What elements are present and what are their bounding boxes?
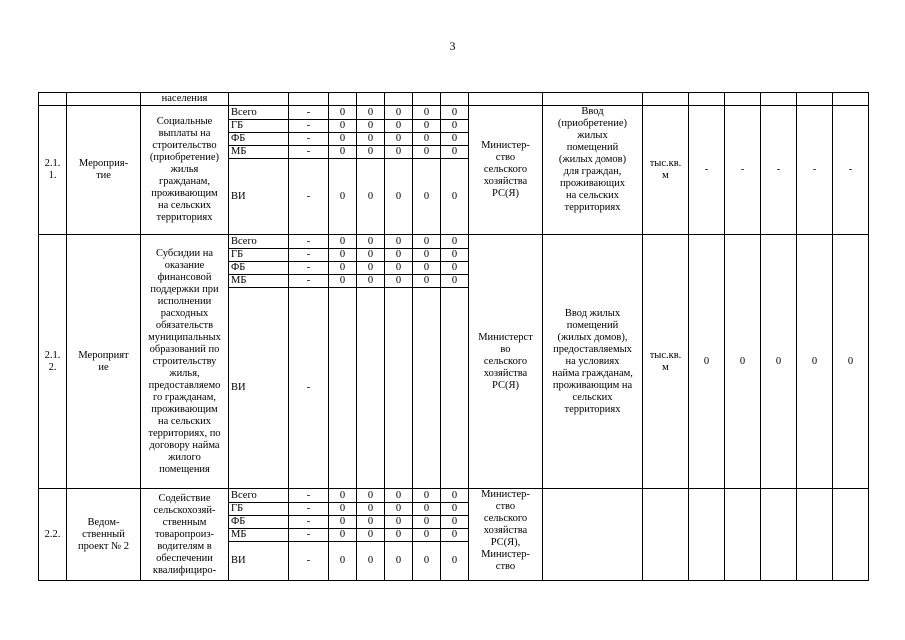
indicator-target-value: - — [761, 106, 797, 235]
indicator-name — [543, 489, 643, 581]
funding-year-value — [413, 288, 441, 489]
funding-year-value: 0 — [441, 489, 469, 503]
funding-year-value: 0 — [385, 159, 413, 235]
funding-source: Всего — [229, 106, 289, 120]
indicator-target-value: - — [689, 106, 725, 235]
indicator-name: Ввод жилых помещений (жилых домов), предоставляемых на условиях найма гражданам, проживающим на сельских территориях — [543, 235, 643, 489]
funding-year-value: 0 — [441, 262, 469, 275]
funding-year-value: 0 — [413, 235, 441, 249]
funding-year-value: 0 — [441, 106, 469, 120]
continuation-row — [39, 93, 869, 106]
executor: Министер- ство сельского хозяйства РС(Я), Министер- ство — [469, 489, 543, 581]
funding-year-value: 0 — [441, 542, 469, 581]
funding-year-value: 0 — [413, 133, 441, 146]
funding-source: МБ — [229, 529, 289, 542]
funding-year-value: 0 — [441, 159, 469, 235]
table-row — [39, 106, 869, 120]
funding-total: - — [289, 288, 329, 489]
funding-year-value: 0 — [385, 516, 413, 529]
funding-year-value: 0 — [413, 275, 441, 288]
funding-year-value: 0 — [329, 133, 357, 146]
funding-year-value: 0 — [413, 542, 441, 581]
funding-year-value: 0 — [329, 106, 357, 120]
item-type: Ведом- ственный проект № 2 — [67, 489, 141, 581]
funding-total: - — [289, 529, 329, 542]
funding-total: - — [289, 120, 329, 133]
funding-year-value: 0 — [413, 159, 441, 235]
funding-year-value: 0 — [385, 235, 413, 249]
funding-year-value: 0 — [329, 489, 357, 503]
funding-source: ФБ — [229, 133, 289, 146]
funding-year-value: 0 — [441, 235, 469, 249]
funding-year-value: 0 — [329, 516, 357, 529]
funding-year-value: 0 — [329, 120, 357, 133]
funding-total: - — [289, 235, 329, 249]
funding-year-value: 0 — [441, 503, 469, 516]
indicator-target-value: - — [833, 106, 869, 235]
executor: Министерст во сельского хозяйства РС(Я) — [469, 235, 543, 489]
funding-year-value: 0 — [357, 133, 385, 146]
funding-total: - — [289, 516, 329, 529]
funding-year-value: 0 — [441, 275, 469, 288]
funding-source: ГБ — [229, 249, 289, 262]
funding-year-value: 0 — [413, 146, 441, 159]
funding-total: - — [289, 542, 329, 581]
funding-year-value: 0 — [385, 133, 413, 146]
funding-year-value — [329, 288, 357, 489]
indicator-target-value: 0 — [725, 235, 761, 489]
funding-year-value: 0 — [441, 249, 469, 262]
funding-year-value: 0 — [441, 529, 469, 542]
funding-year-value: 0 — [357, 503, 385, 516]
funding-year-value: 0 — [329, 235, 357, 249]
funding-year-value: 0 — [357, 529, 385, 542]
funding-year-value: 0 — [357, 146, 385, 159]
funding-total: - — [289, 489, 329, 503]
indicator-unit: тыс.кв. м — [643, 235, 689, 489]
indicator-target-value: - — [725, 106, 761, 235]
page-number: 3 — [449, 39, 456, 53]
funding-year-value: 0 — [385, 542, 413, 581]
funding-year-value: 0 — [357, 542, 385, 581]
funding-year-value: 0 — [329, 262, 357, 275]
funding-year-value: 0 — [441, 516, 469, 529]
funding-year-value: 0 — [357, 275, 385, 288]
funding-year-value: 0 — [385, 529, 413, 542]
indicator-target-value: - — [797, 106, 833, 235]
funding-source: ФБ — [229, 516, 289, 529]
funding-year-value: 0 — [413, 503, 441, 516]
funding-year-value: 0 — [357, 235, 385, 249]
table-row — [39, 235, 869, 249]
funding-source: ВИ — [229, 159, 289, 235]
funding-year-value: 0 — [413, 529, 441, 542]
funding-year-value: 0 — [441, 133, 469, 146]
table-row — [39, 489, 869, 503]
funding-source: ФБ — [229, 262, 289, 275]
funding-source: ГБ — [229, 503, 289, 516]
funding-year-value: 0 — [357, 106, 385, 120]
item-name: Субсидии на оказание финансовой поддержки при исполнении расходных обязательств муниципальных образований по строительству жилья, предоставляемо го гражданам, проживающим на сельских территориях, по договору найма жилого помещения — [141, 235, 229, 489]
item-type: Мероприя- тие — [67, 106, 141, 235]
funding-year-value — [357, 288, 385, 489]
indicator-target-value — [797, 489, 833, 581]
funding-year-value: 0 — [329, 503, 357, 516]
funding-year-value — [441, 288, 469, 489]
funding-year-value: 0 — [413, 120, 441, 133]
item-name: Содействие сельскохозяй- ственным товаропроиз- водителям в обеспечении квалифициро- — [141, 489, 229, 581]
funding-year-value: 0 — [413, 106, 441, 120]
indicator-target-value — [689, 489, 725, 581]
funding-year-value: 0 — [441, 146, 469, 159]
item-number: 2.1. 1. — [39, 106, 67, 235]
funding-total: - — [289, 106, 329, 120]
indicator-target-value — [761, 489, 797, 581]
funding-year-value: 0 — [385, 489, 413, 503]
funding-year-value: 0 — [329, 275, 357, 288]
program-table — [38, 92, 869, 581]
funding-year-value: 0 — [385, 106, 413, 120]
item-name: Социальные выплаты на строительство (приобретение) жилья гражданам, проживающим на сельских территориях — [141, 106, 229, 235]
executor: Министер- ство сельского хозяйства РС(Я) — [469, 106, 543, 235]
funding-year-value — [385, 288, 413, 489]
funding-year-value: 0 — [385, 275, 413, 288]
item-number: 2.1. 2. — [39, 235, 67, 489]
funding-year-value: 0 — [329, 159, 357, 235]
item-type: Мероприят ие — [67, 235, 141, 489]
funding-source: ВИ — [229, 542, 289, 581]
funding-year-value: 0 — [357, 262, 385, 275]
indicator-target-value: 0 — [689, 235, 725, 489]
funding-year-value: 0 — [329, 542, 357, 581]
funding-year-value: 0 — [357, 489, 385, 503]
indicator-target-value: 0 — [833, 235, 869, 489]
funding-year-value: 0 — [441, 120, 469, 133]
funding-source: Всего — [229, 235, 289, 249]
indicator-target-value — [833, 489, 869, 581]
funding-year-value: 0 — [385, 146, 413, 159]
funding-total: - — [289, 133, 329, 146]
funding-year-value: 0 — [385, 249, 413, 262]
funding-total: - — [289, 146, 329, 159]
funding-total: - — [289, 262, 329, 275]
funding-source: Всего — [229, 489, 289, 503]
item-number: 2.2. — [39, 489, 67, 581]
indicator-target-value: 0 — [797, 235, 833, 489]
indicator-unit — [643, 489, 689, 581]
funding-source: МБ — [229, 275, 289, 288]
indicator-name: Ввод (приобретение) жилых помещений (жилых домов) для граждан, проживающих на сельских территориях — [543, 106, 643, 235]
funding-year-value: 0 — [385, 262, 413, 275]
funding-year-value: 0 — [357, 159, 385, 235]
funding-total: - — [289, 249, 329, 262]
funding-year-value: 0 — [357, 516, 385, 529]
funding-year-value: 0 — [385, 503, 413, 516]
funding-year-value: 0 — [413, 516, 441, 529]
indicator-target-value — [725, 489, 761, 581]
funding-source: ГБ — [229, 120, 289, 133]
funding-total: - — [289, 503, 329, 516]
funding-year-value: 0 — [329, 146, 357, 159]
funding-year-value: 0 — [329, 249, 357, 262]
funding-total: - — [289, 275, 329, 288]
indicator-unit: тыс.кв. м — [643, 106, 689, 235]
funding-total: - — [289, 159, 329, 235]
funding-year-value: 0 — [357, 120, 385, 133]
funding-year-value: 0 — [329, 529, 357, 542]
funding-source: МБ — [229, 146, 289, 159]
funding-year-value: 0 — [413, 262, 441, 275]
funding-year-value: 0 — [357, 249, 385, 262]
indicator-target-value: 0 — [761, 235, 797, 489]
continuation-text: населения — [141, 93, 229, 106]
funding-year-value: 0 — [413, 489, 441, 503]
funding-year-value: 0 — [385, 120, 413, 133]
funding-source: ВИ — [229, 288, 289, 489]
funding-year-value: 0 — [413, 249, 441, 262]
